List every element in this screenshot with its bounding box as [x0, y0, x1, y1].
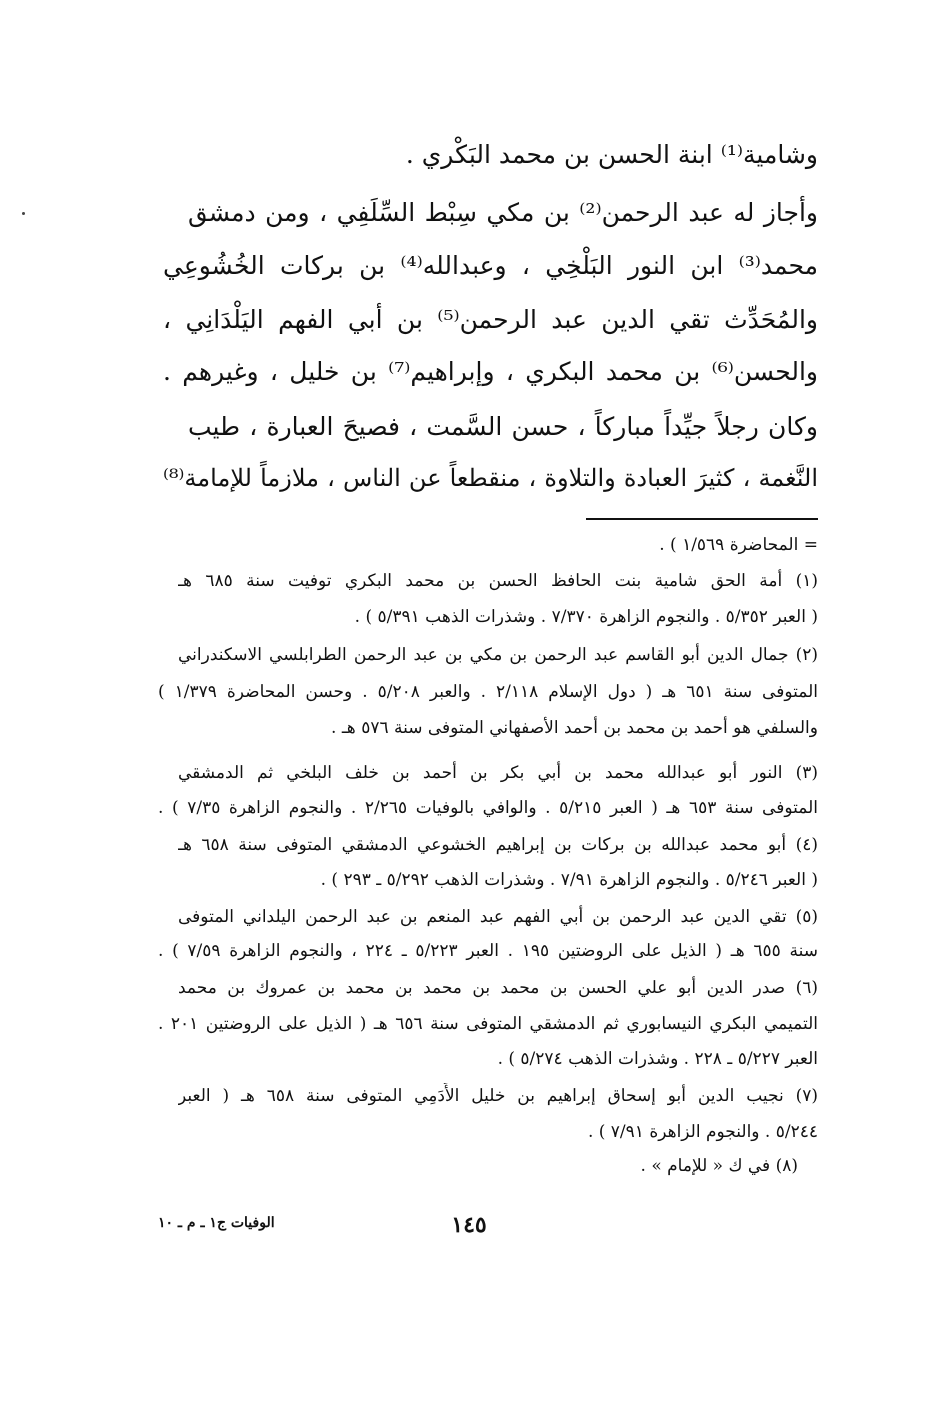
page-number: ١٤٥: [451, 1212, 487, 1238]
footnote-line: (٤) أبو محمد عبدالله بن بركات بن إبراهيم الخشوعي الدمشقي المتوفى سنة ٦٥٨ هـ: [178, 835, 818, 855]
footnote-line: = المحاضرة ١/٥٦٩ ) .: [659, 535, 818, 555]
footnote-line: (٢) جمال الدين أبو القاسم عبد الرحمن بن مكي بن عبد الرحمن الطرابلسي الاسكندراني: [178, 645, 818, 665]
footnote-line: العبر ٥/٢٢٧ ـ ٢٢٨ . وشذرات الذهب ٥/٢٧٤ ) .: [497, 1049, 818, 1069]
footnote-line: (١) أمة الحق شامية بنت الحافظ الحسن بن محمد البكري توفيت سنة ٦٨٥ هـ: [178, 571, 818, 591]
footnote-line: ( العبر ٥/٣٥٢ . والنجوم الزاهرة ٧/٣٧٠ . وشذرات الذهب ٥/٣٩١ ) .: [354, 607, 818, 627]
footnote-line: (٨) في ك « للإمام » .: [640, 1156, 798, 1176]
footnote-line: (٣) النور أبو عبدالله محمد بن أبي بكر بن أحمد بن خلف البلخي ثم الدمشقي: [178, 763, 818, 783]
footnote-line: والسلفي هو أحمد بن محمد بن أحمد الأصفهاني المتوفى سنة ٥٧٦ هـ .: [331, 718, 818, 738]
footnote-line: (٦) صدر الدين أبو علي الحسن بن محمد بن محمد بن محمد بن عمروك بن محمد: [178, 978, 818, 998]
footnote-separator: [586, 518, 818, 520]
footnote-line: التميمي البكري النيسابوري ثم الدمشقي المتوفى سنة ٦٥٦ هـ ( الذيل على الروضتين ٢٠١ .: [158, 1014, 818, 1034]
footnote-line: سنة ٦٥٥ هـ ( الذيل على الروضتين ١٩٥ . العبر ٥/٢٢٣ ـ ٢٢٤ ، والنجوم الزاهرة ٧/٥٩ ) .: [158, 941, 818, 961]
body-line-6: وكان رجلاً جيِّداً مباركاً ، حسن السَّمت ، فصيحَ العبارة ، طيب: [188, 412, 818, 441]
body-line-2: وأجاز له عبد الرحمن⁽²⁾ بن مكي سِبْط السِّلَفِي ، ومن دمشق: [188, 198, 818, 227]
body-line-1: وشامية⁽¹⁾ ابنة الحسن بن محمد البَكْري .: [405, 140, 818, 169]
footnote-line: ٥/٢٤٤ . والنجوم الزاهرة ٧/٩١ ) .: [587, 1122, 818, 1142]
footnote-line: ( العبر ٥/٢٤٦ . والنجوم الزاهرة ٧/٩١ . وشذرات الذهب ٥/٢٩٢ ـ ٢٩٣ ) .: [320, 870, 818, 890]
body-line-5: والحسن⁽⁶⁾ بن محمد البكري ، وإبراهيم⁽⁷⁾ بن خليل ، وغيرهم .: [163, 357, 818, 386]
footnote-line: المتوفى سنة ٦٥١ هـ ( دول الإسلام ٢/١١٨ . والعبر ٥/٢٠٨ . وحسن المحاضرة ١/٣٧٩ ): [158, 682, 818, 702]
footnote-line: (٧) نجيب الدين أبو إسحاق إبراهيم بن خليل الأَدَمِي المتوفى سنة ٦٥٨ هـ ( العبر: [178, 1086, 818, 1106]
margin-speck: [22, 212, 25, 215]
footnote-line: (٥) تقي الدين عبد الرحمن بن أبي الفهم عبد المنعم بن عبد الرحمن اليلداني المتوفى: [178, 907, 818, 927]
footnote-line: المتوفى سنة ٦٥٣ هـ ( العبر ٥/٢١٥ . والوافي بالوفيات ٢/٢٦٥ . والنجوم الزاهرة ٧/٣٥ ) .: [158, 798, 818, 818]
body-line-3: محمد⁽³⁾ ابن النور البَلْخِي ، وعبدالله⁽⁴⁾ بن بركات الخُشُوعِي: [163, 251, 818, 280]
body-line-7: النَّغمة ، كثيرَ العبادة والتلاوة ، منقطعاً عن الناس ، ملازماً للإمامة⁽⁸⁾: [163, 464, 818, 492]
volume-signature: الوفيات ج١ ـ م ـ ١٠: [158, 1215, 275, 1231]
body-line-4: والمُحَدِّث تقي الدين عبد الرحمن⁽⁵⁾ بن أبي الفهم اليَلْدَانِي ،: [163, 305, 818, 334]
